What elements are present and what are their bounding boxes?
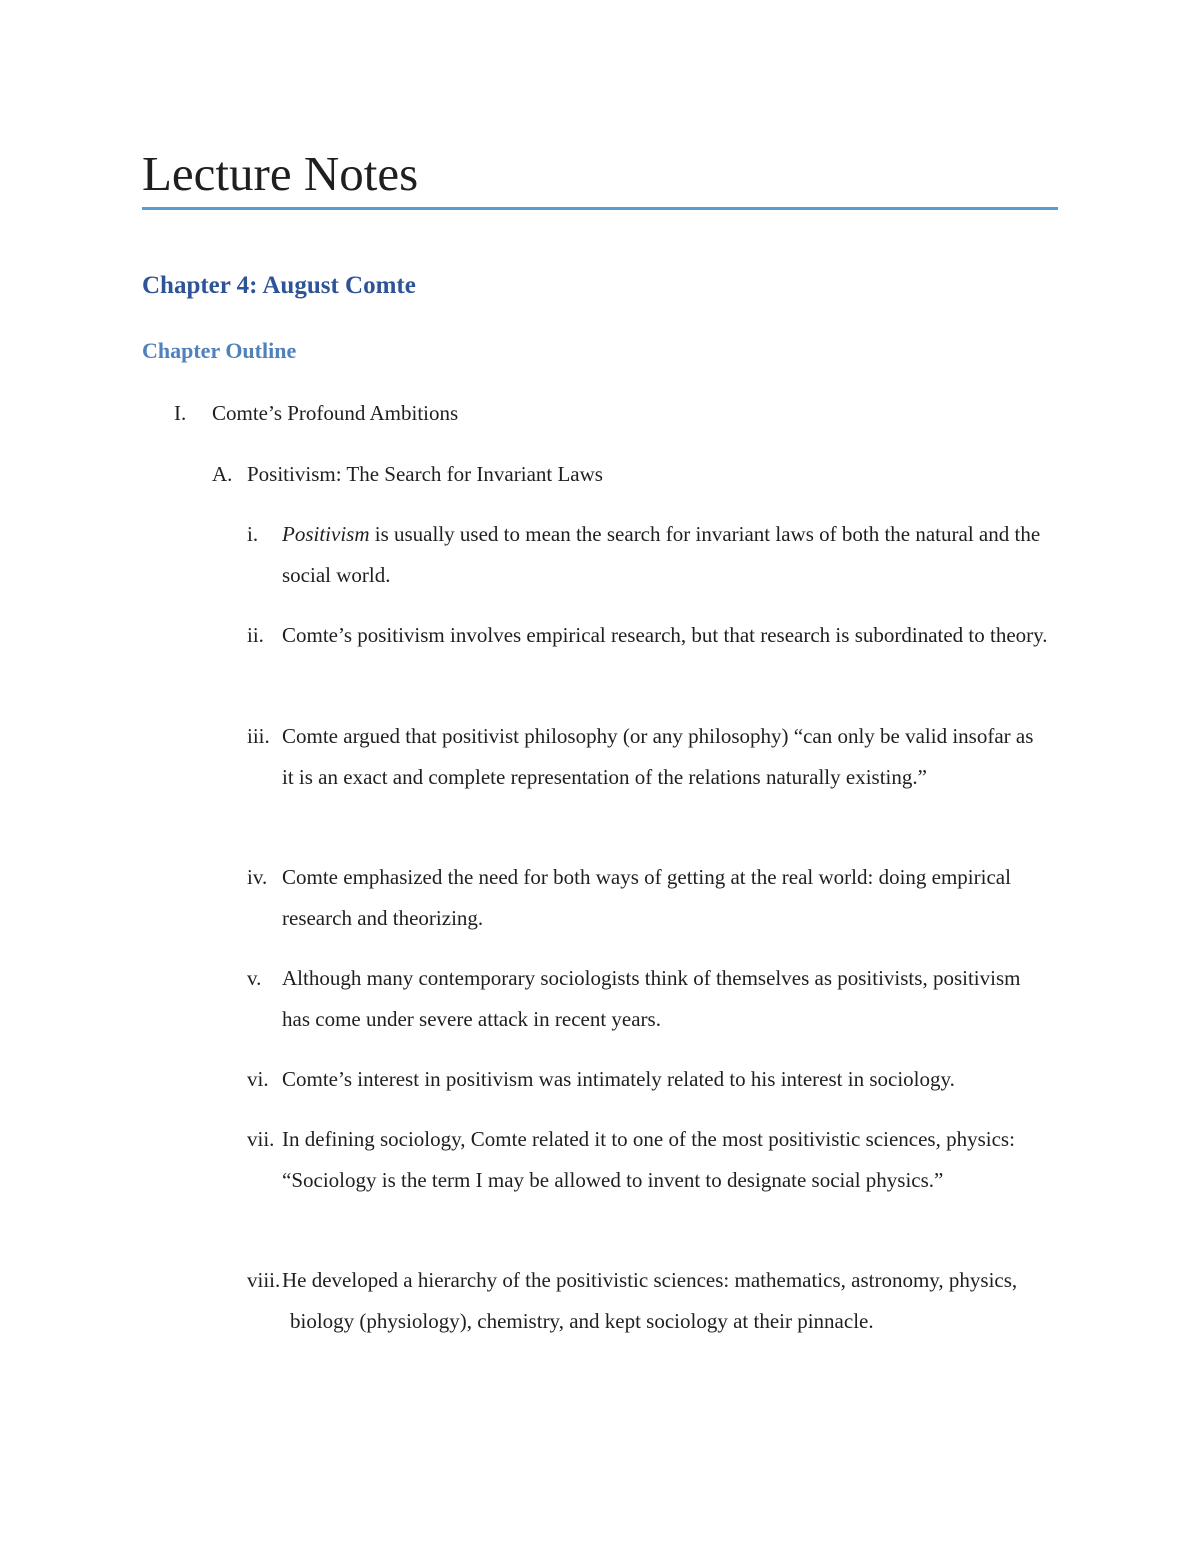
outline-item bbox=[0, 1260, 1200, 1342]
outline-marker: v. bbox=[247, 966, 262, 990]
outline-marker: I. bbox=[174, 401, 187, 425]
outline-text: Positivism: The Search for Invariant Laws bbox=[247, 462, 603, 486]
outline-text: He developed a hierarchy of the positivistic sciences: mathematics, astronomy, physics, biology (physiology), chemistry, and kept sociology at their pinnacle. bbox=[282, 1268, 1018, 1333]
outline-text: Comte’s Profound Ambitions bbox=[212, 401, 459, 425]
title-underline-rule bbox=[142, 207, 1058, 210]
chapter-heading: Chapter 4: August Comte bbox=[142, 272, 416, 299]
outline-item bbox=[0, 514, 1200, 596]
document-title: Lecture Notes bbox=[142, 146, 419, 201]
outline-text-rest: is usually used to mean the search for invariant laws of both the natural and the social world. bbox=[282, 522, 1041, 587]
outline-marker: A. bbox=[212, 462, 233, 486]
outline-marker: iii. bbox=[247, 724, 270, 748]
outline-item bbox=[0, 958, 1200, 1040]
outline-marker: ii. bbox=[247, 623, 264, 647]
outline-text: Although many contemporary sociologists think of themselves as positivists, positivism has come under severe attack in recent years. bbox=[282, 966, 1021, 1031]
outline-item-level2 bbox=[0, 454, 1200, 495]
outline-marker: viii. bbox=[247, 1268, 281, 1292]
outline-text: In defining sociology, Comte related it to one of the most positivistic sciences, physics: “Sociology is the term I may be allowed to invent to designate social physics.” bbox=[282, 1127, 1015, 1192]
outline-item-level1 bbox=[0, 393, 1200, 434]
outline-text bbox=[282, 514, 1067, 595]
outline-marker: vii. bbox=[247, 1127, 275, 1151]
outline-marker: i. bbox=[247, 522, 259, 546]
outline-emphasis: Positivism bbox=[282, 522, 370, 546]
outline-text: Comte argued that positivist philosophy (or any philosophy) “can only be valid insofar as it is an exact and complete representation of the relations naturally existing.” bbox=[282, 724, 1034, 789]
outline-item bbox=[0, 1119, 1200, 1241]
outline-heading: Chapter Outline bbox=[142, 338, 297, 363]
outline-text: Comte’s interest in positivism was intimately related to his interest in sociology. bbox=[282, 1067, 955, 1091]
outline-marker: vi. bbox=[247, 1067, 269, 1091]
outline-marker: iv. bbox=[247, 865, 268, 889]
outline-item bbox=[0, 716, 1200, 838]
outline-text: Comte emphasized the need for both ways of getting at the real world: doing empirical research and theorizing. bbox=[282, 865, 1011, 930]
outline-item bbox=[0, 1059, 1200, 1100]
outline-item bbox=[0, 615, 1200, 697]
outline-text: Comte’s positivism involves empirical research, but that research is subordinated to theory. bbox=[282, 623, 1048, 647]
outline-item bbox=[0, 857, 1200, 939]
